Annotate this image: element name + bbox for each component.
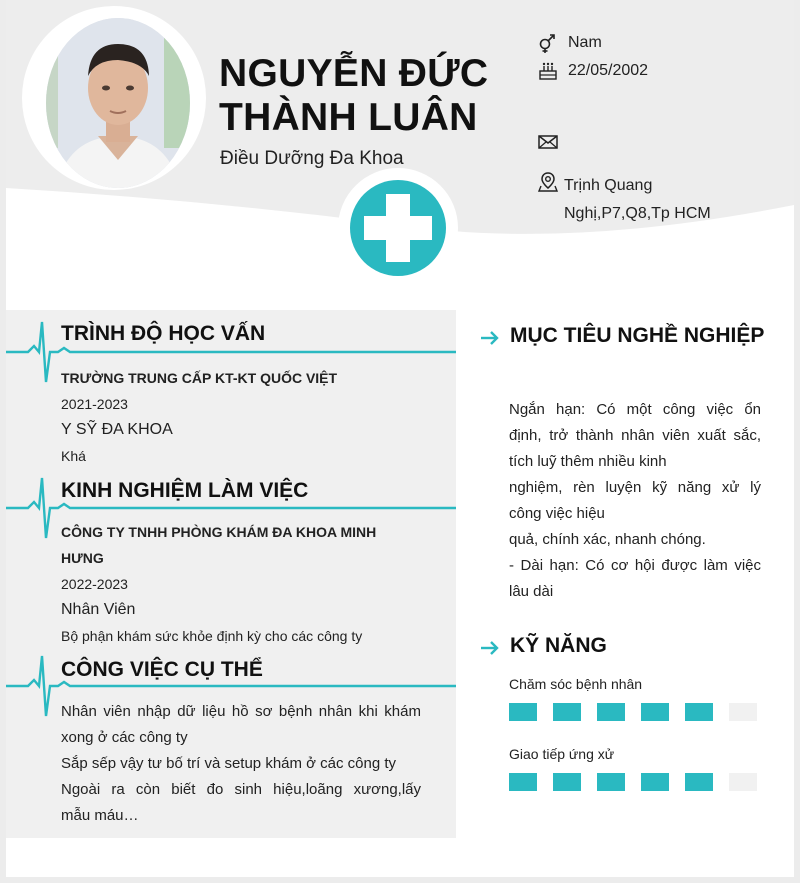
arrow-right-icon xyxy=(480,330,500,346)
skill-segment-filled xyxy=(685,773,713,791)
left-column xyxy=(6,310,456,877)
skill-segment-filled xyxy=(641,773,669,791)
skill-segment-filled xyxy=(685,703,713,721)
name-line-2: THÀNH LUÂN xyxy=(219,96,478,139)
skill-segment-filled xyxy=(553,773,581,791)
objective-line: nghiệm, rèn luyện kỹ năng xử lý xyxy=(509,479,761,496)
address-line-1: Trịnh Quang xyxy=(564,177,653,194)
birthday-cake-icon xyxy=(538,61,558,81)
experience-years: 2022-2023 xyxy=(61,576,128,592)
education-years: 2021-2023 xyxy=(61,396,128,412)
birthday-row xyxy=(538,61,648,81)
skill-segment-filled xyxy=(597,703,625,721)
birthday-text: 22/05/2002 xyxy=(568,62,649,79)
address-text xyxy=(564,172,764,228)
duties-line: Nhân viên nhập dữ liệu hồ sơ bệnh nhân khi khám xyxy=(61,703,421,720)
skills-title: KỸ NĂNG xyxy=(510,634,607,657)
arrow-right-icon xyxy=(480,640,500,656)
experience-company-line-2: HƯNG xyxy=(61,550,104,566)
gender-icon xyxy=(538,33,558,53)
experience-company-line-1: CÔNG TY TNHH PHÒNG KHÁM ĐA KHOA MINH xyxy=(61,524,377,540)
skill-label: Chăm sóc bệnh nhân xyxy=(509,676,643,692)
duties-line: mẫu máu… xyxy=(61,807,139,824)
education-school: TRƯỜNG TRUNG CẤP KT-KT QUỐC VIỆT xyxy=(61,370,338,386)
objective-line: lâu dài xyxy=(509,583,554,600)
email-row xyxy=(538,132,568,152)
job-title: Điều Dưỡng Đa Khoa xyxy=(220,148,404,169)
duties-line: Ngoài ra còn biết đo sinh hiệu,loãng xương,lấy xyxy=(61,781,421,798)
address-line-2: Nghị,P7,Q8,Tp HCM xyxy=(564,205,711,222)
skill-rating xyxy=(509,773,773,791)
skill-segment-empty xyxy=(729,703,757,721)
skill-segment-empty xyxy=(729,773,757,791)
education-title: TRÌNH ĐỘ HỌC VẤN xyxy=(61,322,266,345)
cv-sheet xyxy=(6,0,794,877)
footer-strip xyxy=(6,838,794,877)
skill-rating xyxy=(509,703,773,721)
objective-line: - Dài hạn: Có cơ hội được làm việc xyxy=(509,557,761,574)
experience-department: Bộ phận khám sức khỏe định kỳ cho các công ty xyxy=(61,628,363,644)
objective-line: định, trở thành nhân viên xuất sắc, xyxy=(509,427,761,444)
objective-line: Ngắn hạn: Có một công việc ổn xyxy=(509,401,761,418)
objective-line: tích luỹ thêm nhiều kinh xyxy=(509,453,667,470)
education-degree: Y SỸ ĐA KHOA xyxy=(61,421,173,438)
duties-title: CÔNG VIỆC CỤ THỂ xyxy=(61,658,263,681)
objective-text xyxy=(509,397,761,605)
objective-title: MỤC TIÊU NGHỀ NGHIỆP xyxy=(510,324,765,347)
duties-text xyxy=(61,699,421,829)
objective-line: quả, chính xác, nhanh chóng. xyxy=(509,531,706,548)
skill-label: Giao tiếp ứng xử xyxy=(509,746,615,762)
duties-line: Sắp sếp vậy tư bố trí và setup khám ở các công ty xyxy=(61,755,397,772)
avatar xyxy=(46,18,190,188)
gender-text: Nam xyxy=(568,34,602,51)
experience-position: Nhân Viên xyxy=(61,601,136,618)
education-grade: Khá xyxy=(61,448,86,464)
skill-segment-filled xyxy=(509,703,537,721)
skill-segment-filled xyxy=(641,703,669,721)
envelope-icon xyxy=(538,132,558,152)
skill-segment-filled xyxy=(553,703,581,721)
skill-segment-filled xyxy=(597,773,625,791)
medical-cross-icon xyxy=(350,180,446,276)
skill-segment-filled xyxy=(509,773,537,791)
duties-line: xong ở các công ty xyxy=(61,729,188,746)
name-line-1: NGUYỄN ĐỨC xyxy=(219,52,489,95)
objective-line: công việc hiệu xyxy=(509,505,605,522)
candidate-name xyxy=(219,52,519,140)
experience-title: KINH NGHIỆM LÀM VIỆC xyxy=(61,479,309,502)
location-pin-icon xyxy=(538,172,558,192)
gender-row xyxy=(538,33,602,53)
